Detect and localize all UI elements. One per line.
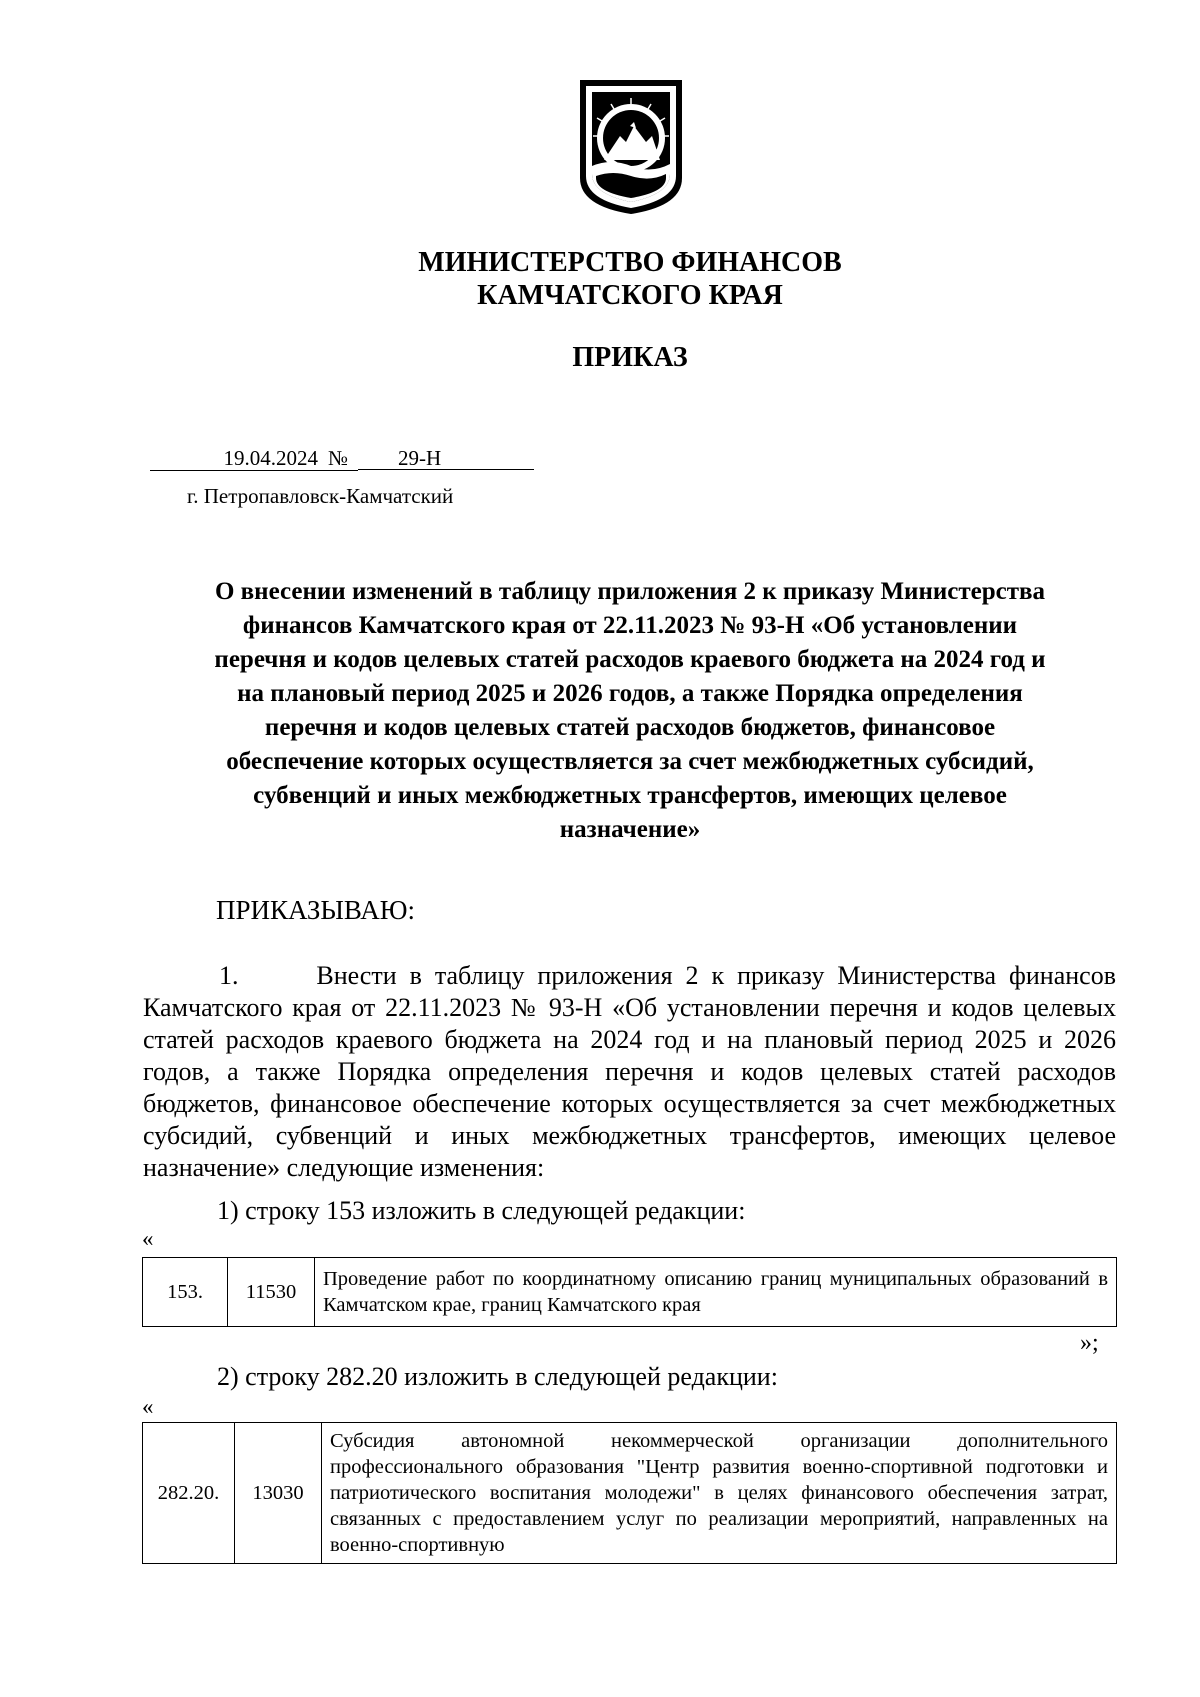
open-quote-1: «	[142, 1226, 154, 1251]
row-code: 11530	[228, 1258, 315, 1327]
number-sign: №	[318, 446, 358, 471]
order-directive: ПРИКАЗЫВАЮ:	[216, 895, 415, 925]
row-code: 13030	[235, 1423, 322, 1564]
date-number-line	[150, 446, 550, 474]
ministry-name	[130, 246, 1130, 312]
title-line: перечня и кодов целевых статей расходов бюджетов, финансовое	[264, 714, 996, 741]
title-line: на плановый период 2025 и 2026 годов, а также Порядка определения	[237, 680, 1023, 707]
document-type: ПРИКАЗ	[572, 342, 688, 373]
order-number: 29-Н	[358, 446, 534, 470]
ministry-line-2: КАМЧАТСКОГО КРАЯ	[477, 280, 783, 311]
city: г. Петропавловск-Камчатский	[187, 484, 454, 508]
table-row-282-20	[142, 1422, 1117, 1564]
row-description: Субсидия автономной некоммерческой организации дополнительного профессионального образования "Центр развития военно-спортивной подготовки и патриотического воспитания молодежи" в целях финансового обеспечения затрат, связанных с предоставлением услуг по реализации мероприятий, направленных на военно-спортивную	[322, 1423, 1117, 1564]
item-1: 1) строку 153 изложить в следующей редакции:	[217, 1196, 746, 1225]
close-quote-1: »;	[1080, 1330, 1099, 1356]
open-quote-2: «	[142, 1394, 154, 1419]
title-line: субвенций и иных межбюджетных трансфертов, имеющих целевое	[253, 782, 1007, 809]
row-number: 282.20.	[143, 1423, 235, 1564]
order-date: 19.04.2024	[150, 446, 318, 471]
title-line: О внесении изменений в таблицу приложения 2 к приказу Министерства	[214, 578, 1046, 605]
title-line: назначение»	[559, 816, 701, 843]
item-2: 2) строку 282.20 изложить в следующей редакции:	[217, 1362, 778, 1391]
document-title	[130, 575, 1130, 847]
row-description: Проведение работ по координатному описанию границ муниципальных образований в Камчатском крае, границ Камчатского края	[315, 1258, 1117, 1327]
row-number: 153.	[143, 1258, 228, 1327]
table-row-153	[142, 1257, 1117, 1327]
title-line: перечня и кодов целевых статей расходов краевого бюджета на 2024 год и	[214, 646, 1046, 673]
ministry-line-1: МИНИСТЕРСТВО ФИНАНСОВ	[418, 247, 842, 278]
title-line: обеспечение которых осуществляется за счет межбюджетных субсидий,	[226, 748, 1034, 775]
paragraph-1: 1. Внести в таблицу приложения 2 к приказу Министерства финансов Камчатского края от 22.11.2023 № 93-Н «Об установлении перечня и кодов целевых статей расходов краевого бюджета на 2024 год и на плановый период 2025 и 2026 годов, а также Порядка определения перечня и кодов целевых статей расходов бюджетов, финансовое обеспечение которых осуществляется за счет межбюджетных субсидий, субвенций и иных межбюджетных трансфертов, имеющих целевое назначение» следующие изменения:	[143, 961, 1116, 1182]
kamchatka-coat-of-arms-icon	[578, 78, 684, 216]
title-line: финансов Камчатского края от 22.11.2023 № 93-Н «Об установлении	[242, 612, 1018, 639]
